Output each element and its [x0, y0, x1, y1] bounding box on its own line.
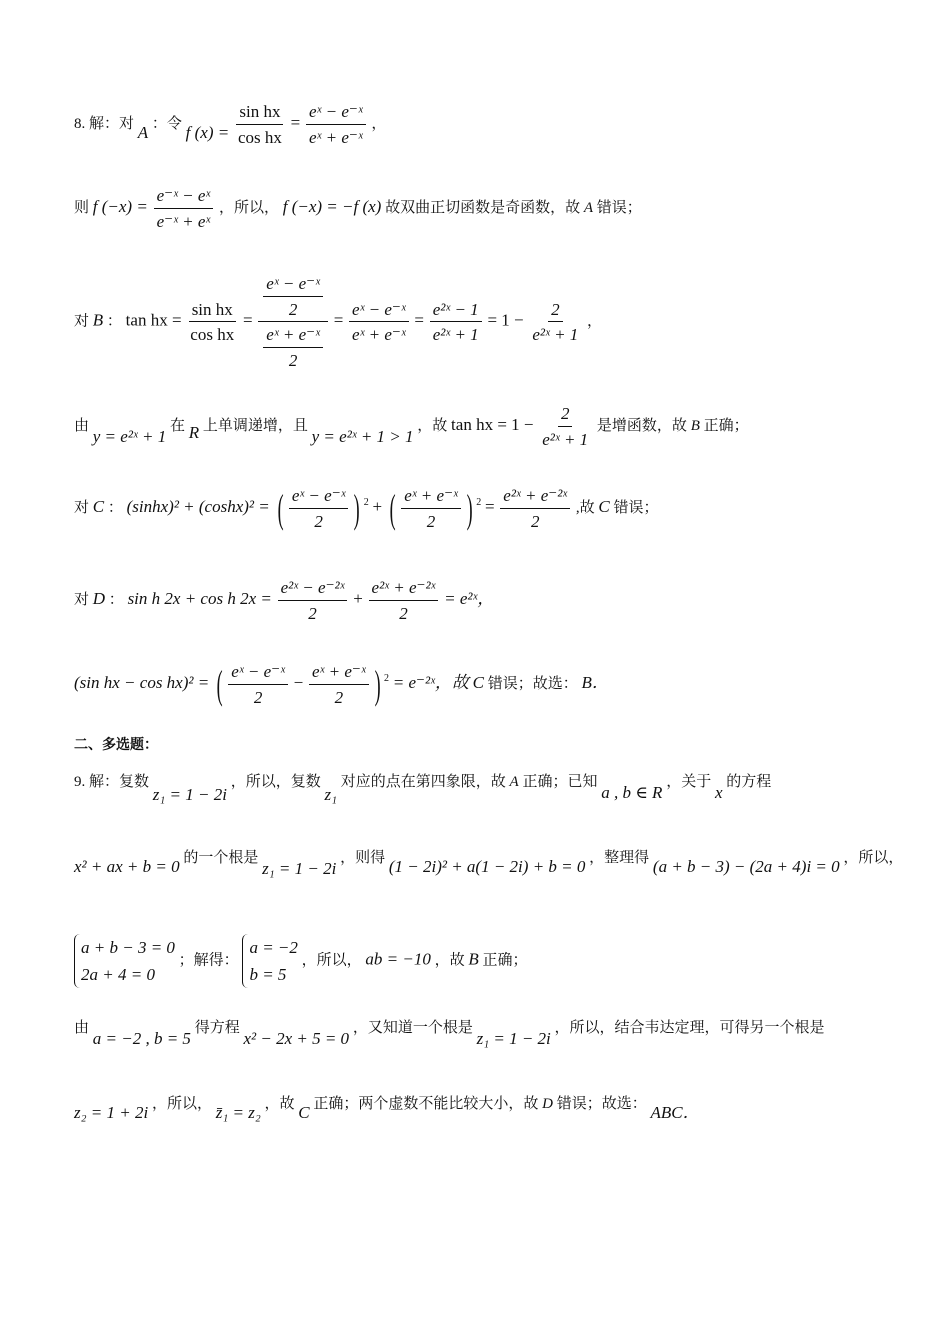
num: eˣ + e⁻ˣ [263, 325, 323, 348]
label-R: R [188, 422, 200, 442]
den: cos hx [237, 127, 282, 147]
text: ： [108, 591, 124, 608]
fraction-exp [306, 102, 366, 147]
den: 2 [399, 603, 408, 623]
system-2 [242, 934, 297, 988]
den: 2 [308, 603, 317, 623]
den: e²ˣ + 1 [532, 325, 579, 345]
text: ， [371, 115, 387, 132]
math-y-gt: y = e²ˣ + 1 > 1 [311, 426, 414, 446]
p8-line-4 [74, 404, 749, 449]
num: e²ˣ − e⁻²ˣ [278, 578, 348, 601]
compound-fraction [258, 274, 328, 370]
label-C: C [472, 672, 484, 692]
den: e²ˣ + 1 [432, 325, 479, 345]
num: e⁻ˣ − eˣ [154, 186, 214, 209]
p9-line-1 [74, 772, 772, 804]
text: 由 [74, 1020, 90, 1036]
text: 错误； [596, 199, 642, 216]
eq: b = 5 [249, 965, 287, 985]
num: eˣ − e⁻ˣ [289, 486, 349, 509]
den: 2 [314, 511, 323, 531]
p9-line-4 [74, 1018, 825, 1048]
text: ；解得： [178, 952, 239, 969]
text: ，所以， [218, 199, 279, 216]
math: sin h 2x + cos h 2x = [127, 588, 272, 608]
text: 则 [74, 199, 90, 216]
text: ，关于 [666, 774, 712, 790]
p8-line-2 [74, 186, 642, 231]
math: (sin hx − cos hx)² = [74, 672, 210, 692]
p9-line-2 [74, 848, 904, 878]
fraction-exp [349, 300, 409, 345]
math: z₂ = 1 + 2i [74, 1103, 149, 1122]
den: 2 [253, 687, 263, 707]
text: 由 [74, 417, 90, 434]
num: 2 [558, 404, 573, 427]
label-C: C [92, 496, 105, 516]
math: z₁ = 1 − 2i [152, 785, 227, 804]
label-B: B [92, 310, 104, 330]
math: x [714, 783, 723, 802]
eq: 2a + 4 = 0 [81, 965, 155, 985]
math: = e⁻²ˣ，故 [392, 672, 469, 692]
text: ：令 [151, 115, 182, 132]
math: x² + ax + b = 0 [74, 857, 180, 876]
math: x² − 2x + 5 = 0 [243, 1029, 350, 1048]
fraction-e2x [430, 300, 482, 345]
text: 得方程 [194, 1020, 240, 1036]
num: eˣ + e⁻ˣ [401, 486, 461, 509]
text: 错误； [613, 499, 659, 516]
math: = e²ˣ， [444, 588, 495, 608]
p8-line-3: 对 B ： tan hx = $\frac{\text{sin hx}}{\text{cos hx}}$ = $\frac{\frac{\text{eˣ − e⁻ˣ}}{2}}{\frac{\text{eˣ + e⁻ˣ}}{2}}$ = $\frac{\text{eˣ − e⁻ˣ}}{\text{eˣ + e⁻ˣ}}$ = $\frac{\text{e²ˣ − 1}}{\text{e²ˣ + 1}}$ = 1 − $\frac{2}{\text{e²ˣ + 1}}$ ， [74, 274, 603, 370]
math-tanh: tan hx = [125, 310, 182, 330]
label-A: A [509, 774, 519, 790]
math: z₁ = 1 − 2i [476, 1029, 551, 1048]
text: 是增函数，故 [596, 417, 687, 434]
text: 对 [74, 313, 90, 330]
text: ： [107, 499, 123, 516]
text: 对 [74, 591, 90, 608]
p9-line-5 [74, 1094, 700, 1122]
math-fx: f (x) = [185, 122, 230, 142]
num: eˣ + e⁻ˣ [309, 662, 369, 685]
answer: B． [581, 672, 609, 692]
fraction-2-e2x [529, 300, 581, 345]
math-fnx: f (−x) = [92, 196, 148, 216]
num: eˣ − e⁻ˣ [228, 662, 288, 685]
math: (a + b − 3) − (2a + 4)i = 0 [652, 857, 840, 876]
p8-intro: 8. 解：对 [74, 115, 135, 132]
math: z̄₁ = z₂ [215, 1103, 261, 1122]
text: ，所以，结合韦达定理，可得另一个根是 [554, 1020, 825, 1036]
label-B: B [690, 417, 700, 434]
fraction-sin-cos [235, 102, 285, 147]
p9-line-3 [74, 934, 528, 988]
p8-line-5: 对 C ： (sinhx)² + (coshx)² = ( $\frac{\text{eˣ − e⁻ˣ}}{2}$ ) $^2$ + ( $\frac{\text{eˣ + e⁻ˣ}}{2}$ ) $^2$ = $\frac{\text{e²ˣ + e⁻²ˣ}}{2}$ ,故 C 错误； [74, 485, 659, 531]
text: ，又知道一个根是 [352, 1020, 473, 1036]
label-C: C [598, 496, 610, 516]
text: 9. 解：复数 [74, 774, 150, 790]
text: 的方程 [726, 774, 772, 790]
num: 2 [548, 300, 563, 323]
text: 正确； [703, 417, 749, 434]
text: ，故 [417, 417, 448, 434]
fraction-2-e2x [539, 404, 591, 449]
math-odd: f (−x) = −f (x) [282, 196, 382, 216]
math-y: y = e²ˣ + 1 [92, 426, 167, 446]
text: 错误；故选： [487, 675, 578, 692]
answer: ABC． [650, 1103, 700, 1122]
text: 在 [169, 417, 185, 434]
text: 错误；故选： [556, 1096, 647, 1112]
text: ,故 [575, 499, 595, 516]
text: ，则得 [340, 850, 386, 866]
num: e²ˣ + e⁻²ˣ [500, 486, 570, 509]
text: 的一个根是 [183, 850, 259, 866]
math: ab = −10 [365, 949, 431, 969]
den: 2 [288, 299, 298, 319]
label-A: A [583, 199, 594, 216]
p8-line-7: (sin hx − cos hx)² = ( $\frac{\text{eˣ − e⁻ˣ}}{2}$ − $\frac{\text{eˣ + e⁻ˣ}}{2}$ ) $^2$ = e⁻²ˣ，故 C 错误；故选： B． [74, 661, 609, 707]
den: 2 [288, 350, 298, 370]
label-D: D [92, 588, 106, 608]
den: e⁻ˣ + eˣ [156, 211, 211, 231]
text: ，所以， [151, 1096, 212, 1112]
text: 上单调递增，且 [202, 417, 308, 434]
math: z₁ = 1 − 2i [262, 859, 337, 878]
math: a = −2 , b = 5 [92, 1029, 191, 1048]
text: 对应的点在第四象限，故 [340, 774, 506, 790]
text: ，整理得 [589, 850, 650, 866]
den: 2 [334, 687, 344, 707]
math: z₁ [324, 785, 338, 804]
den: 2 [426, 511, 436, 531]
text: 正确；两个虚数不能比较大小，故 [313, 1096, 539, 1112]
text: ： [106, 313, 122, 330]
eq: a + b − 3 = 0 [81, 938, 175, 957]
text: ，所以，复数 [230, 774, 321, 790]
num: eˣ − e⁻ˣ [263, 274, 323, 297]
text: ，故 [434, 952, 465, 969]
label-D: D [542, 1096, 553, 1112]
den: 2 [530, 511, 540, 531]
label-A: A [137, 122, 149, 142]
text: 对 [74, 499, 90, 516]
section-title: 二、多选题： [74, 737, 158, 753]
fraction-sin-cos [187, 300, 237, 345]
label-B: B [468, 949, 479, 969]
math: a , b ∈ R [601, 783, 663, 802]
p8-line-1: 8. 解：对 A ：令 f (x) = $\frac{\text{sin hx}}{\text{cos hx}}$ = $\frac{\text{eˣ − e⁻ˣ}}{\text{eˣ + e⁻ˣ}}$ ， [74, 102, 387, 147]
den: eˣ + e⁻ˣ [309, 127, 363, 147]
den: cos hx [190, 325, 235, 345]
num: eˣ − e⁻ˣ [349, 300, 409, 323]
text: ，所以， [301, 952, 362, 969]
num: sin hx [189, 300, 236, 323]
math: = 1 − [487, 310, 524, 330]
text: ，故 [264, 1096, 295, 1112]
fraction-neg [154, 186, 214, 231]
math: (sinhx)² + (coshx)² = [126, 496, 270, 516]
math: tan hx = 1 − [451, 414, 534, 434]
den: e²ˣ + 1 [542, 429, 589, 449]
num: e²ˣ + e⁻²ˣ [369, 578, 439, 601]
label-C: C [298, 1103, 310, 1122]
den: eˣ + e⁻ˣ [352, 325, 406, 345]
p8-line-6: 对 D ： sin h 2x + cos h 2x = $\frac{\text{e²ˣ − e⁻²ˣ}}{2}$ + $\frac{\text{e²ˣ + e⁻²ˣ}}{2}$ = e²ˣ， [74, 578, 495, 623]
text: 故双曲正切函数是奇函数，故 [385, 199, 581, 216]
text: ，所以， [843, 850, 904, 866]
system-1 [74, 934, 175, 988]
num: sin hx [236, 102, 283, 125]
num: e²ˣ − 1 [430, 300, 482, 323]
num: eˣ − e⁻ˣ [306, 102, 366, 125]
text: 正确； [482, 952, 528, 969]
math: (1 − 2i)² + a(1 − 2i) + b = 0 [388, 857, 586, 876]
eq: a = −2 [249, 938, 298, 957]
text: 正确；已知 [522, 774, 598, 790]
